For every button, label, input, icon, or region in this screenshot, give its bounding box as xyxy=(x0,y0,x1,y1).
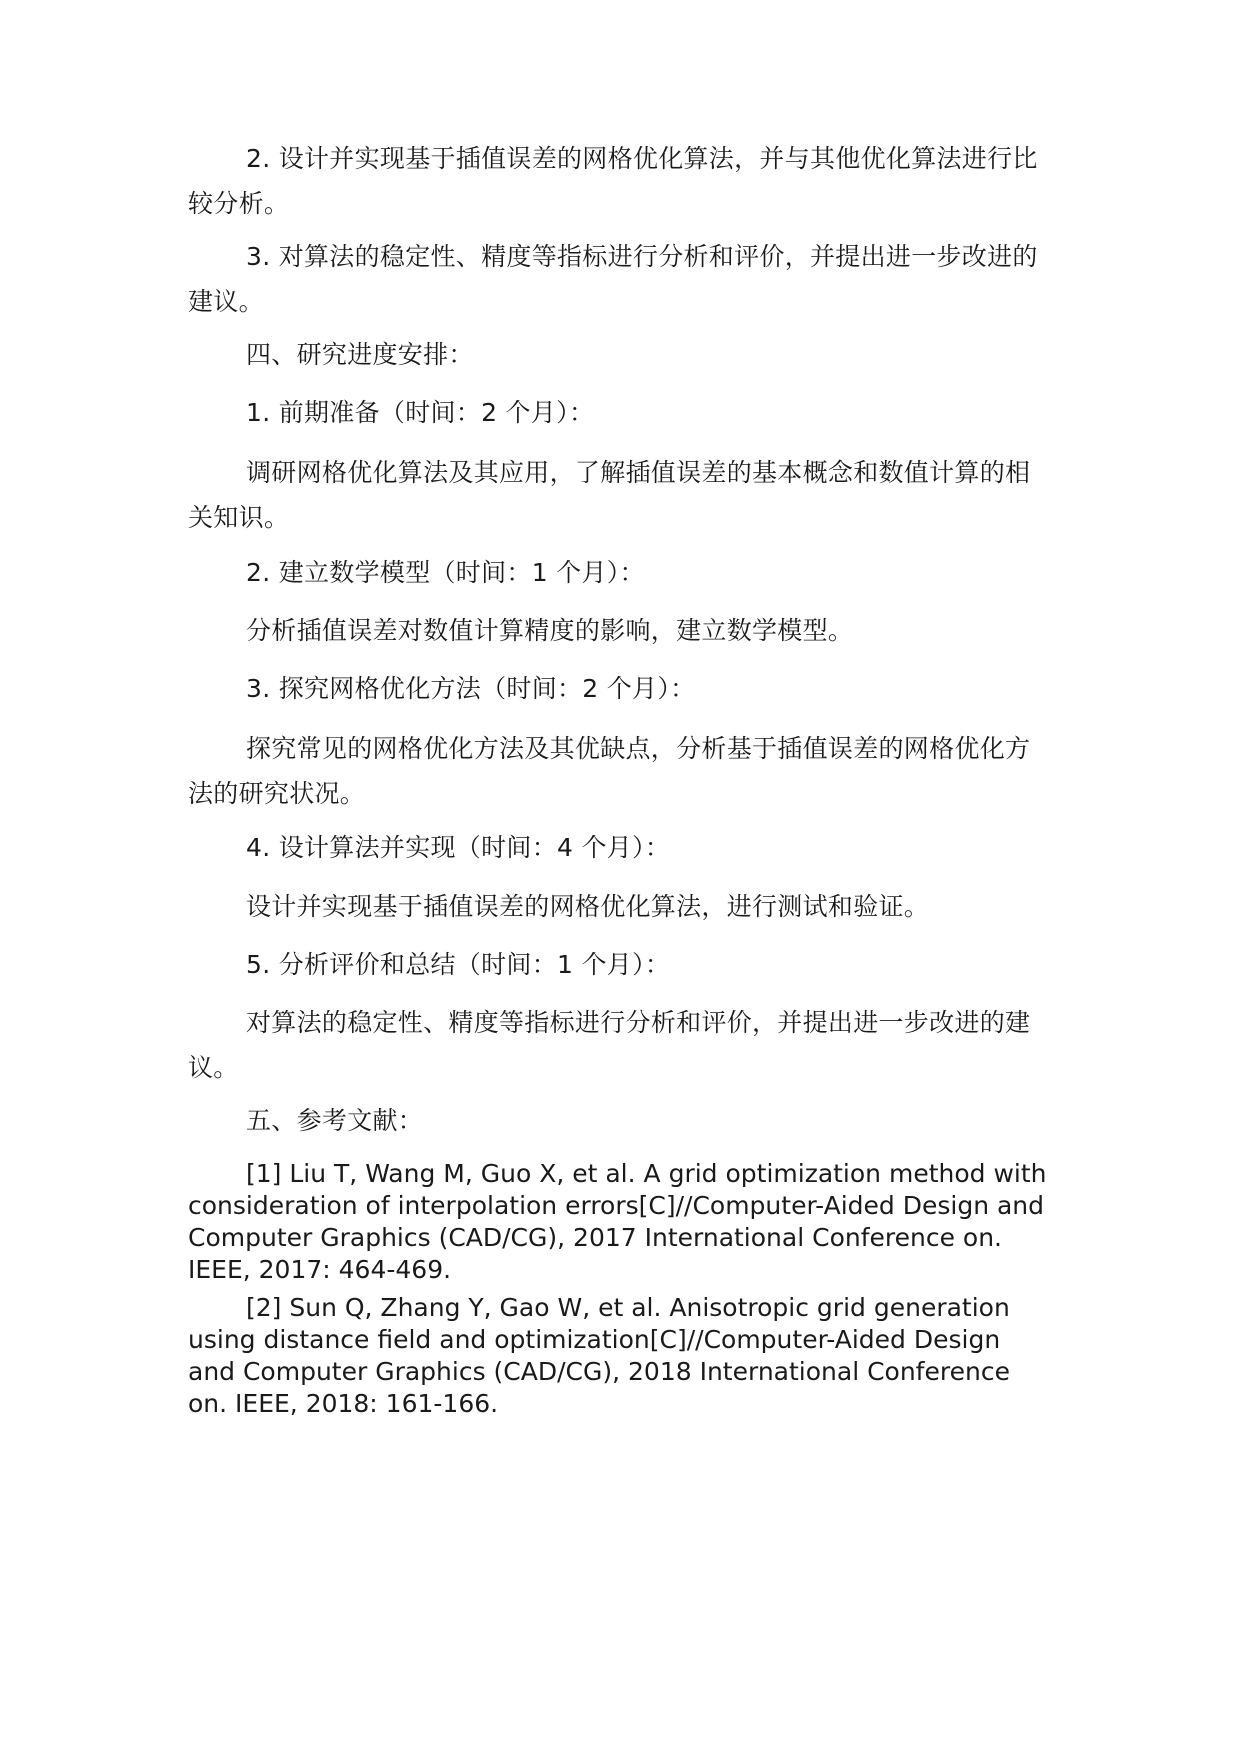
stage-5-title: 5. 分析评价和总结（时间：1 个月）： xyxy=(246,950,671,979)
reference-item-1: [1] Liu T, Wang M, Guo X, et al. A grid optimization method with consideration of interpolation errors[C]//Computer-Aided Design and Computer Graphics (CAD/CG), 2017 International Conference on. IEEE, 2017: 464-469. xyxy=(188,1159,1047,1284)
objective-item-2: 2. 设计并实现基于插值误差的网格优化算法，并与其他优化算法进行比较分析。 xyxy=(188,144,1038,218)
reference-item-2: [2] Sun Q, Zhang Y, Gao W, et al. Anisotropic grid generation using distance field and optimization[C]//Computer-Aided Design and Computer Graphics (CAD/CG), 2018 International Conference on. IEEE, 2018: 161-166. xyxy=(188,1293,1010,1418)
stage-1-title: 1. 前期准备（时间：2 个月）： xyxy=(246,398,595,427)
stage-2-title: 2. 建立数学模型（时间：1 个月）： xyxy=(246,558,645,587)
stage-4-desc: 设计并实现基于插值误差的网格优化算法，进行测试和验证。 xyxy=(246,892,930,921)
stage-3-title: 3. 探究网格优化方法（时间：2 个月）： xyxy=(246,674,696,703)
stage-3-desc: 探究常见的网格优化方法及其优缺点，分析基于插值误差的网格优化方法的研究状况。 xyxy=(188,734,1031,808)
references-heading: 五、参考文献： xyxy=(246,1106,424,1135)
schedule-heading: 四、研究进度安排： xyxy=(246,340,474,369)
stage-2-desc: 分析插值误差对数值计算精度的影响，建立数学模型。 xyxy=(246,616,854,645)
stage-5-desc: 对算法的稳定性、精度等指标进行分析和评价，并提出进一步改进的建议。 xyxy=(188,1008,1031,1082)
stage-4-title: 4. 设计算法并实现（时间：4 个月）： xyxy=(246,833,671,862)
stage-1-desc: 调研网格优化算法及其应用，了解插值误差的基本概念和数值计算的相关知识。 xyxy=(188,458,1031,532)
objective-item-3: 3. 对算法的稳定性、精度等指标进行分析和评价，并提出进一步改进的建议。 xyxy=(188,242,1038,316)
